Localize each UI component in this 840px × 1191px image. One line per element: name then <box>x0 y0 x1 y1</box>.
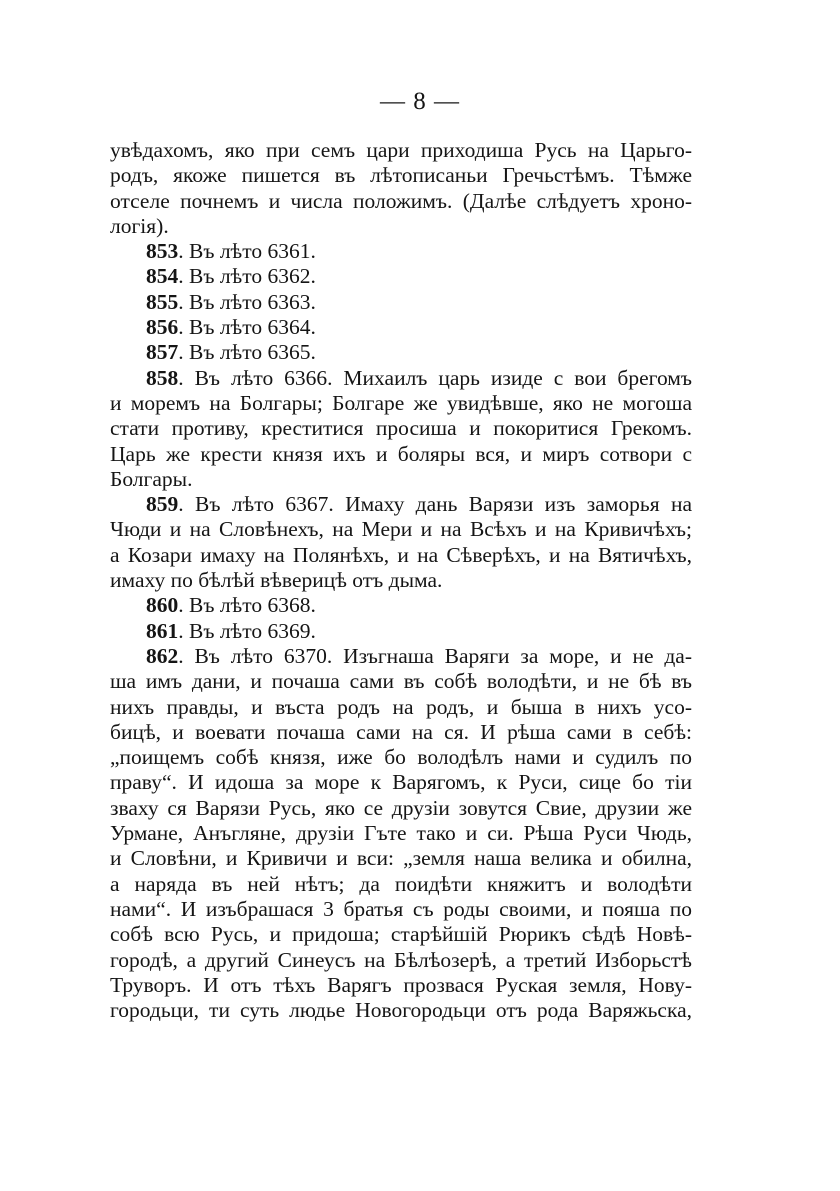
entry-year: 861 <box>146 618 179 643</box>
chronicle-entry-860 <box>110 593 692 618</box>
text-line: Царь же крести князя ихъ и боляры вся, и миръ сотвори с <box>110 441 692 466</box>
entry-year-sep: . <box>178 289 184 314</box>
entry-text: Въ лѣто 6367. Имаху дань Варязи изъ заморья на <box>194 492 692 517</box>
text-line: и моремъ на Болгары; Болгаре же увидѣвше, яко не могоша <box>110 390 692 415</box>
chronicle-entry-859 <box>110 492 692 517</box>
entry-text: Въ лѣто 6370. Изъгнаша Варяги за море, и не да- <box>194 643 692 668</box>
entry-year: 853 <box>146 239 179 264</box>
text-line: зваху ся Варязи Русь, яко се друзіи зовутся Свие, друзии же <box>110 795 692 820</box>
text-line: логія). <box>110 213 169 238</box>
entry-year: 855 <box>146 289 179 314</box>
text-line: родъ, якоже пишется въ лѣтописаньи Гречьстѣмъ. Тѣмже <box>110 163 692 188</box>
entry-text: Въ лѣто 6363. <box>189 289 316 314</box>
text-line: а наряда въ ней нѣтъ; да поидѣти княжитъ и володѣти <box>110 871 692 896</box>
entry-text: Въ лѣто 6364. <box>189 315 316 340</box>
entry-year: 860 <box>146 593 179 618</box>
text-line: а Козари имаху на Полянѣхъ, и на Сѣверѣхъ, и на Вятичѣхъ, <box>110 542 692 567</box>
entry-text: Въ лѣто 6362. <box>189 264 316 289</box>
entry-year-sep: . <box>178 315 184 340</box>
entry-year-sep: . <box>178 264 184 289</box>
text-line: городьци, ти суть людье Новогородьци отъ рода Варяжьска, <box>110 998 692 1023</box>
entry-year-sep: . <box>178 340 184 365</box>
text-line: Труворъ. И отъ тѣхъ Варягъ прозвася Руская земля, Нову- <box>110 972 692 997</box>
text-line: стати противу, креститися просиша и покоритися Грекомъ. <box>110 416 692 441</box>
text-line: увѣдахомъ, яко при семъ цари приходиша Русь на Царьго- <box>110 138 692 162</box>
entry-year: 858 <box>146 365 179 390</box>
entry-text: Въ лѣто 6365. <box>189 340 316 365</box>
entry-year-sep: . <box>178 593 184 618</box>
text-line: и Словѣни, и Кривичи и вси: „земля наша велика и обилна, <box>110 846 692 871</box>
entry-year-sep: . <box>178 492 184 517</box>
text-line: нихъ правды, и въста родъ на родъ, и быша в нихъ усо- <box>110 694 692 719</box>
chronicle-entry-853 <box>110 239 692 264</box>
chronicle-entry-857 <box>110 340 692 365</box>
entry-text: Въ лѣто 6366. Михаилъ царь изиде с вои брегомъ <box>194 365 692 390</box>
chronicle-entry-862 <box>110 644 692 669</box>
entry-text: Въ лѣто 6361. <box>189 239 316 264</box>
entry-year-sep: . <box>178 239 184 264</box>
entry-year: 854 <box>146 264 179 289</box>
text-line: городѣ, а другий Синеусъ на Бѣлѣозерѣ, а третий Изборьстѣ <box>110 947 692 972</box>
text-line: ша имъ дани, и почаша сами въ собѣ володѣти, и не бѣ въ <box>110 669 692 694</box>
entry-year: 857 <box>146 340 179 365</box>
entry-year: 862 <box>146 643 179 668</box>
text-line: отселе почнемъ и числа положимъ. (Далѣе слѣдуетъ хроно- <box>110 188 692 213</box>
entry-year-sep: . <box>178 643 184 668</box>
text-line: Чюди и на Словѣнехъ, на Мери и на Всѣхъ и на Кривичѣхъ; <box>110 517 692 542</box>
chronicle-entry-855 <box>110 290 692 315</box>
text-line: нами“. И изъбрашася 3 братья съ роды своими, и пояша по <box>110 896 692 921</box>
entry-year: 856 <box>146 315 179 340</box>
text-line: собѣ всю Русь, и придоша; старѣйшій Рюрикъ сѣдѣ Новѣ- <box>110 922 692 947</box>
entry-text: Въ лѣто 6369. <box>189 618 316 643</box>
text-line: Болгары. <box>110 466 193 491</box>
chronicle-entry-856 <box>110 315 692 340</box>
text-line: праву“. И идоша за море к Варягомъ, к Руси, сице бо тіи <box>110 770 692 795</box>
text-line: имаху по бѣлѣй вѣверицѣ отъ дыма. <box>110 568 443 593</box>
text-line: бицѣ, и воевати почаша сами на ся. И рѣша сами в себѣ: <box>110 719 692 744</box>
chronicle-entry-854 <box>110 264 692 289</box>
chronicle-text <box>110 138 692 1023</box>
page-number: — 8 — <box>380 88 460 115</box>
text-line: Урмане, Анъгляне, друзіи Гъте тако и си. Рѣша Руси Чюдь, <box>110 821 692 846</box>
chronicle-entry-861 <box>110 619 692 644</box>
text-line: „поищемъ собѣ князя, иже бо володѣлъ нами и судилъ по <box>110 745 692 770</box>
entry-year-sep: . <box>178 618 184 643</box>
entry-text: Въ лѣто 6368. <box>189 593 316 618</box>
entry-year: 859 <box>146 492 179 517</box>
entry-year-sep: . <box>178 365 184 390</box>
chronicle-entry-858 <box>110 366 692 391</box>
